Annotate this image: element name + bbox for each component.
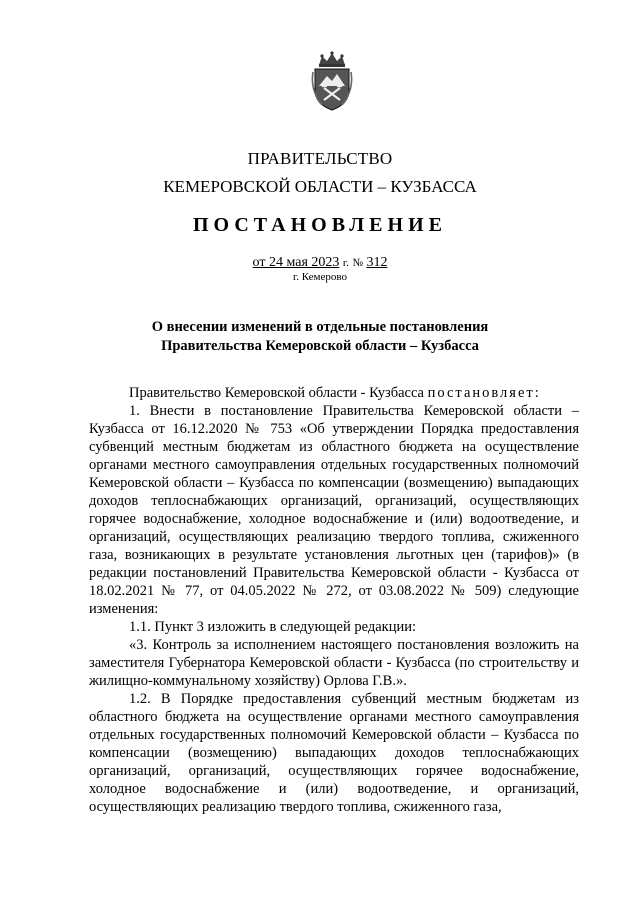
number-sign: № (352, 257, 363, 269)
city-name: г. Кемерово (292, 271, 348, 283)
date-prefix: от (252, 255, 266, 270)
date-value: 24 мая 2023 (268, 255, 340, 270)
document-type-title: ПОСТАНОВЛЕНИЕ (193, 214, 447, 236)
subject-line1: О внесении изменений в отдельные постановления (151, 319, 489, 335)
preamble-verb: постановляет: (427, 385, 541, 401)
document-number: 312 (366, 255, 388, 270)
kuzbass-coat-of-arms-icon (310, 50, 354, 112)
subject-line2: Правительства Кемеровской области – Кузбасса (161, 338, 479, 354)
paragraph-1-2: 1.2. В Порядке предоставления субвенций местным бюджетам из областного бюджета на осуществление органами местного самоуправления отдельных государственных полномочий Кемеровской области – Кузбасса по компенсации (возмещению) выпадающих доходов теплоснабжающих организаций, организаций, осуществляющих горячее водоснабжение, холодное водоснабжение и (или) водоотведение, и организаций, осуществляющих реализацию твердого топлива, сжиженного газа, (89, 691, 579, 815)
paragraph-1-1-text: «3. Контроль за исполнением настоящего постановления возложить на заместителя Губернатора Кемеровской области - Кузбасса (по строительству и жилищно-коммунальному хозяйству) Орлова Г.В.». (89, 637, 579, 689)
date-text (253, 255, 340, 270)
paragraph-1-1: 1.1. Пункт 3 изложить в следующей редакции: (129, 619, 417, 635)
government-name-line2: КЕМЕРОВСКОЙ ОБЛАСТИ – КУЗБАССА (163, 177, 477, 196)
document-subject (0, 318, 640, 356)
preamble-paragraph (89, 384, 579, 402)
paragraph-1: 1. Внести в постановление Правительства Кемеровской области – Кузбасса от 16.12.2020 № 753 «Об утверждении Порядка предоставления субвенций местным бюджетам из областного бюджета на осуществление органами местного самоуправления отдельных государственных полномочий Кемеровской области – Кузбасса по компенсации (возмещению) выпадающих доходов теплоснабжающих организаций, организаций, осуществляющих горячее водоснабжение, холодное водоснабжение и (или) водоотведение, и организаций, осуществляющих реализацию твердого топлива, сжиженного газа, возникающих в результате установления льготных цен (тарифов)» (в редакции постановлений Правительства Кемеровской области - Кузбасса от 18.02.2021 № 77, от 04.05.2022 № 272, от 03.08.2022 № 509) следующие изменения: (89, 403, 579, 617)
year-suffix: г. (342, 257, 349, 269)
document-body (89, 384, 579, 816)
government-name-line1: ПРАВИТЕЛЬСТВО (247, 149, 393, 168)
date-number-line (0, 255, 640, 271)
preamble-text: Правительство Кемеровской области - Кузбасса (129, 385, 424, 401)
